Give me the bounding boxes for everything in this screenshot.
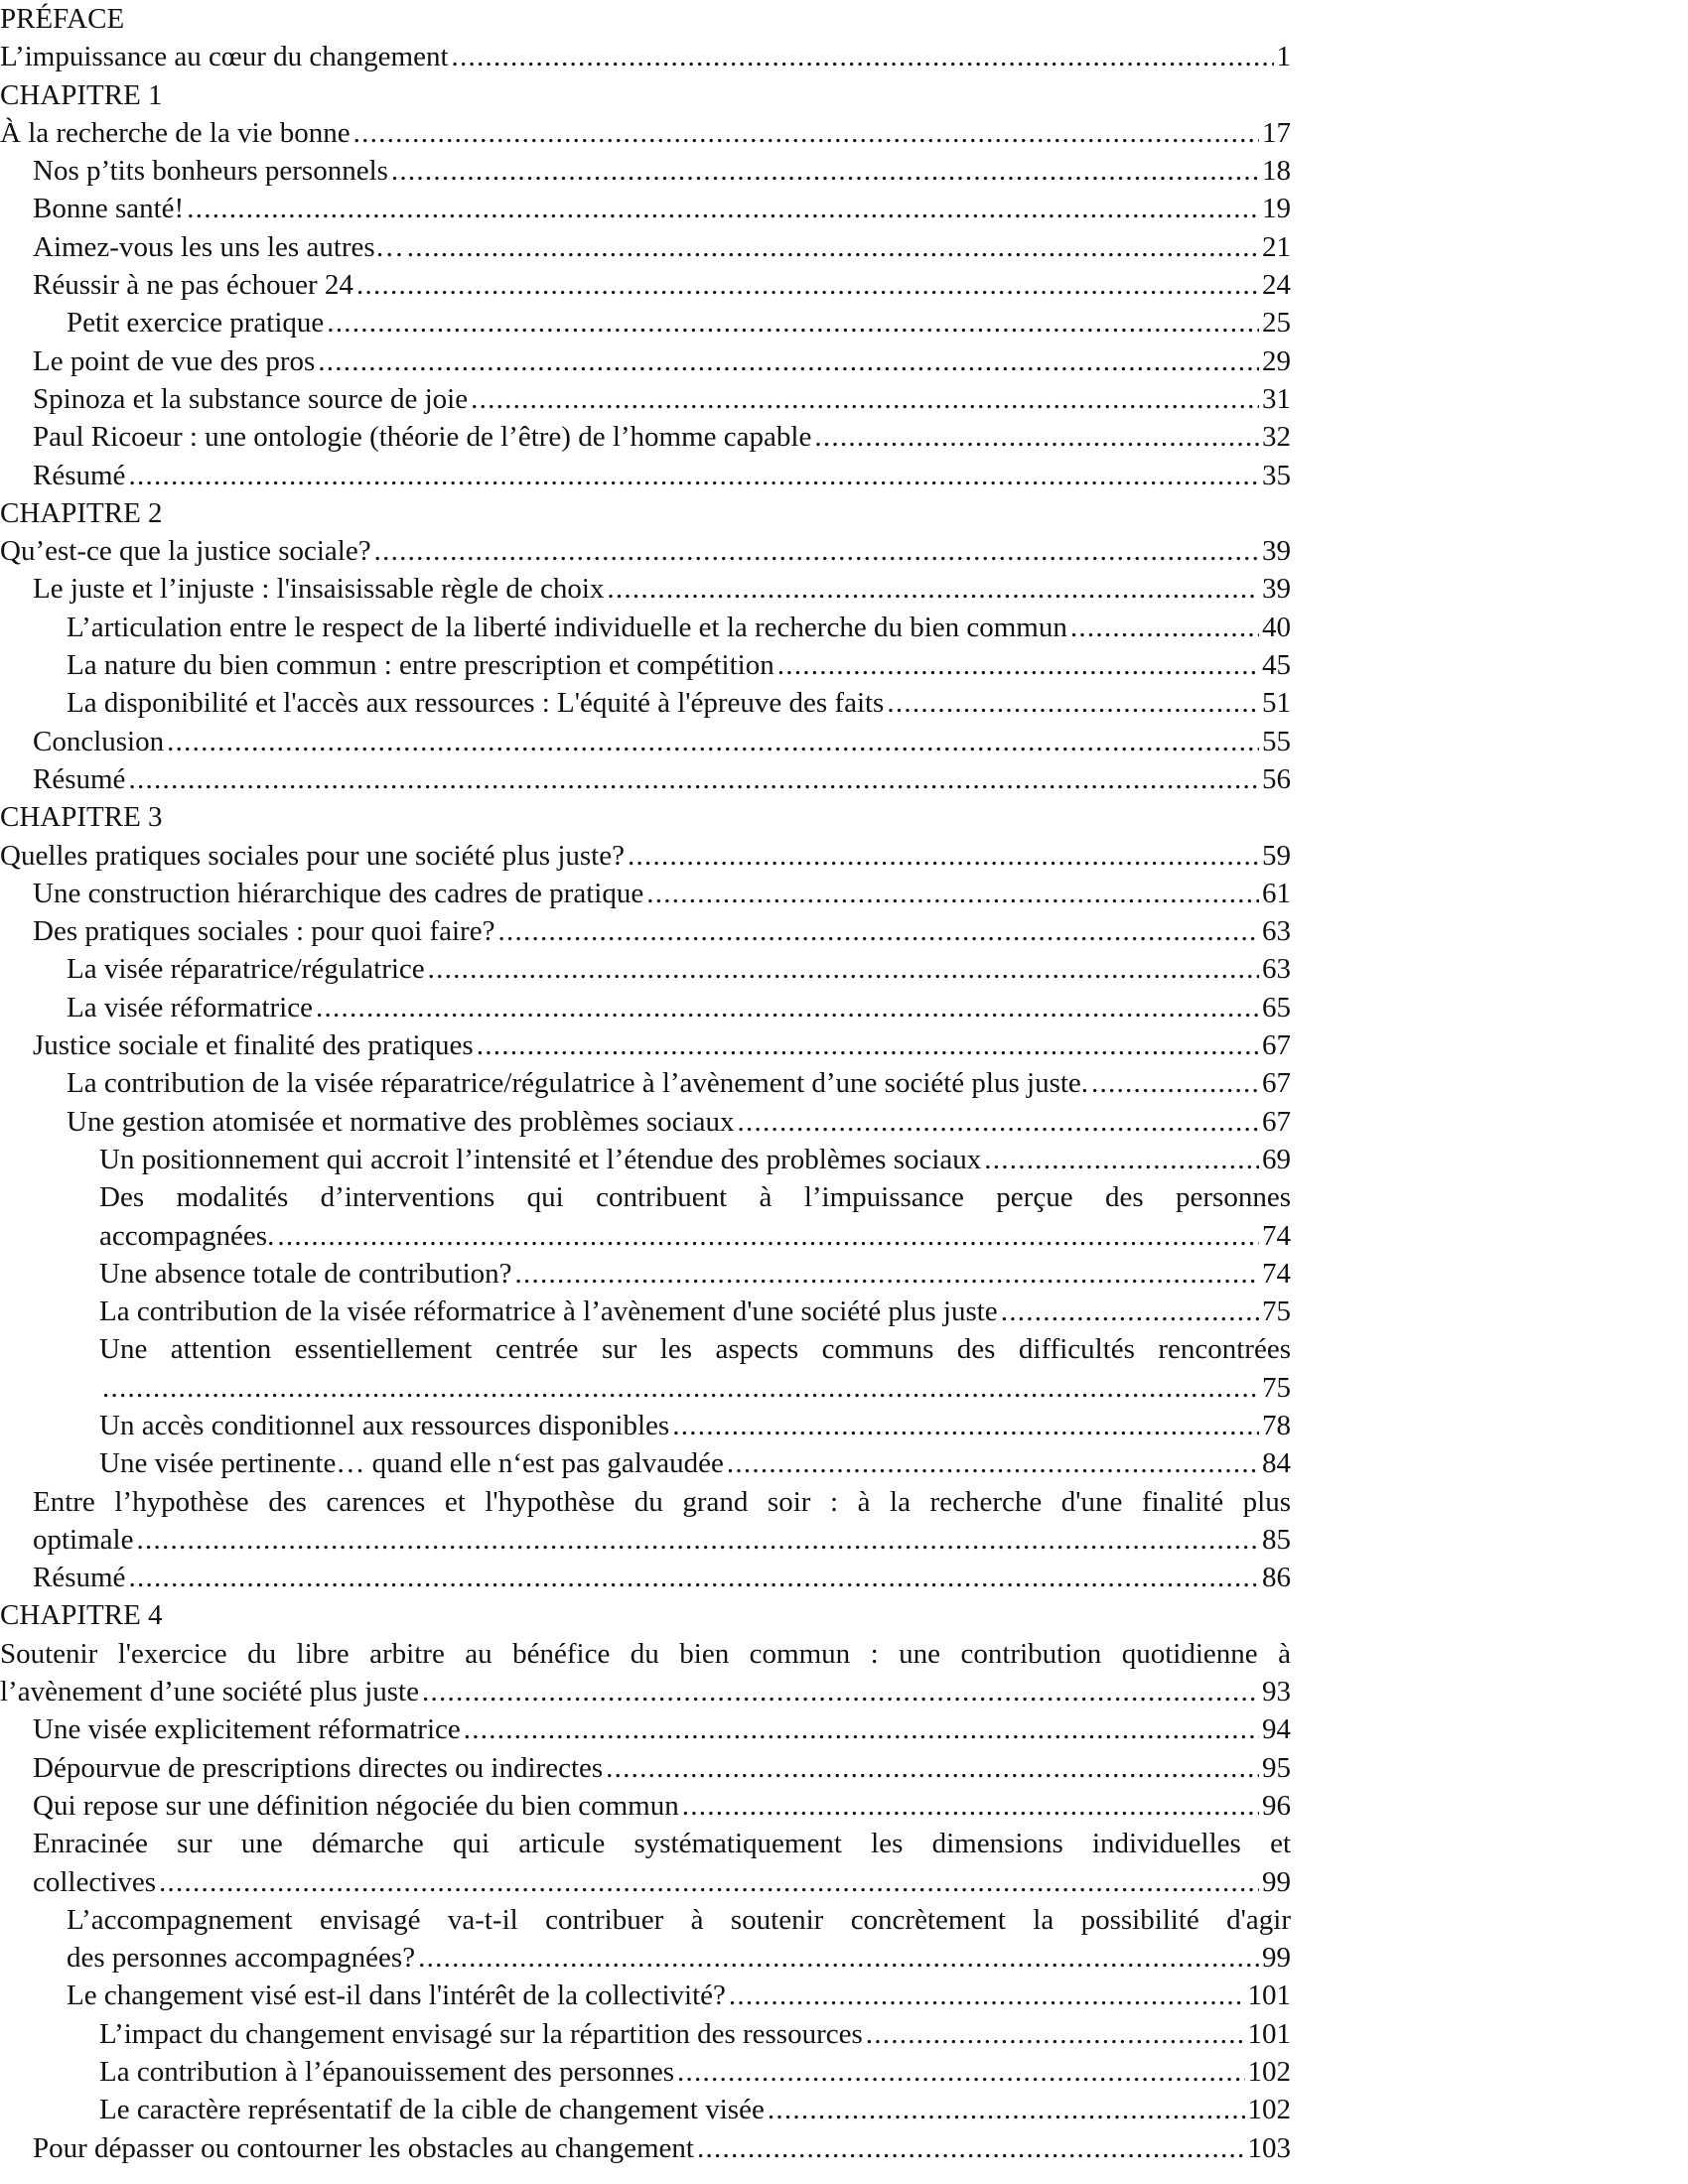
toc-entry	[0, 1863, 1291, 1901]
toc-entry	[0, 684, 1291, 722]
toc-entry	[0, 1141, 1291, 1178]
toc-entry	[0, 1330, 1291, 1368]
toc-entry-title: La nature du bien commun : entre prescription et compétition	[67, 649, 774, 682]
toc-entry-page-number: 67	[1262, 1105, 1291, 1138]
toc-entry-page-number: 45	[1262, 649, 1291, 682]
dot-leader	[515, 1255, 1259, 1293]
toc-entry-page-number: 78	[1262, 1409, 1291, 1441]
toc-entry-page-number: 32	[1262, 421, 1291, 454]
toc-entry	[0, 304, 1291, 341]
dot-leader	[374, 532, 1259, 570]
toc-entry	[0, 1255, 1291, 1293]
toc-entry	[0, 1710, 1291, 1748]
toc-entry	[0, 228, 1291, 266]
dot-leader	[984, 1141, 1259, 1178]
toc-entry	[0, 609, 1291, 646]
dot-leader	[102, 1369, 1259, 1407]
toc-entry-page-number: 31	[1262, 382, 1291, 415]
toc-entry-page-number: 18	[1262, 155, 1291, 188]
toc-entry-page-number: 35	[1262, 459, 1291, 491]
toc-entry-title: CHAPITRE 1	[0, 78, 163, 111]
dot-leader	[422, 1673, 1259, 1710]
toc-entry	[0, 950, 1291, 988]
toc-entry-page-number: 74	[1262, 1257, 1291, 1290]
toc-entry-title: Une visée explicitement réformatrice	[33, 1713, 461, 1746]
dot-leader	[887, 684, 1259, 722]
toc-entry-title: Un accès conditionnel aux ressources disponibles	[99, 1409, 670, 1441]
toc-entry-title: Aimez-vous les uns les autres…	[33, 230, 404, 263]
toc-entry-page-number: 101	[1247, 2017, 1291, 2050]
dot-leader	[646, 875, 1259, 912]
toc-entry-page-number: 63	[1262, 953, 1291, 986]
toc-entry-title: Qu’est-ce que la justice sociale?	[0, 535, 371, 568]
toc-entry-title: À la recherche de la vie bonne	[0, 116, 351, 149]
dot-leader	[777, 646, 1259, 684]
toc-entry	[0, 1749, 1291, 1787]
toc-entry-page-number: 61	[1262, 877, 1291, 909]
dot-leader	[607, 570, 1259, 608]
toc-entry-page-number: 65	[1262, 991, 1291, 1024]
toc-entry	[0, 570, 1291, 608]
dot-leader	[729, 1977, 1245, 2014]
toc-entry-title: Justice sociale et finalité des pratiques	[33, 1029, 474, 1062]
dot-leader	[136, 1521, 1259, 1559]
toc-entry	[0, 1596, 1291, 1634]
toc-entry-title: Qui repose sur une définition négociée du bien commun	[33, 1789, 679, 1822]
toc-entry-page-number: 99	[1262, 1942, 1291, 1975]
dot-leader	[353, 114, 1259, 152]
toc-entry-page-number: 19	[1262, 193, 1291, 225]
dot-leader	[128, 457, 1259, 494]
toc-entry-page-number: 84	[1262, 1447, 1291, 1480]
toc-entry	[0, 875, 1291, 912]
dot-leader	[1070, 609, 1259, 646]
dot-leader	[866, 2015, 1245, 2053]
dot-leader	[477, 1026, 1259, 1064]
toc-entry-title: Résumé	[33, 1562, 126, 1594]
toc-entry-title: Résumé	[33, 762, 126, 795]
toc-entry-title: Entre l’hypothèse des carences et l'hypothèse du grand soir : à la recherche d'une finalité plus	[33, 1485, 1291, 1518]
dot-leader	[628, 837, 1259, 875]
toc-entry-page-number: 1	[1276, 41, 1291, 73]
toc-entry-page-number: 96	[1262, 1789, 1291, 1822]
toc-entry-title: Petit exercice pratique	[67, 307, 325, 340]
dot-leader	[606, 1749, 1259, 1787]
toc-entry-title: Soutenir l'exercice du libre arbitre au bénéfice du bien commun : une contribution quotidienne à	[0, 1637, 1291, 1670]
toc-entry	[0, 2129, 1291, 2167]
toc-entry-page-number: 25	[1262, 307, 1291, 340]
toc-entry-page-number: 102	[1247, 2056, 1291, 2089]
toc-entry	[0, 723, 1291, 760]
toc-entry	[0, 798, 1291, 836]
toc-entry	[0, 1407, 1291, 1444]
toc-entry	[0, 1178, 1291, 1216]
dot-leader	[327, 304, 1259, 341]
dot-leader	[128, 760, 1259, 798]
toc-entry	[0, 837, 1291, 875]
toc-entry-page-number: 24	[1262, 269, 1291, 302]
toc-entry	[0, 1444, 1291, 1482]
toc-entry-title: Spinoza et la substance source de joie	[33, 382, 469, 415]
toc-entry	[0, 1825, 1291, 1862]
toc-entry	[0, 1483, 1291, 1521]
dot-leader	[737, 1103, 1259, 1141]
toc-entry	[0, 418, 1291, 456]
toc-entry	[0, 760, 1291, 798]
toc-entry	[0, 1787, 1291, 1825]
toc-entry-title: optimale	[33, 1523, 134, 1556]
toc-entry-title: La contribution de la visée réparatrice/régulatrice à l’avènement d’une société plus juste.	[67, 1067, 1089, 1100]
toc-entry	[0, 380, 1291, 418]
toc-entry-title: Des modalités d’interventions qui contribuent à l’impuissance perçue des personnes	[99, 1181, 1291, 1214]
dot-leader	[391, 152, 1259, 190]
toc-entry	[0, 989, 1291, 1026]
dot-leader	[187, 190, 1259, 227]
toc-entry-title: Une gestion atomisée et normative des problèmes sociaux	[67, 1105, 735, 1138]
toc-entry-title: Le point de vue des pros	[33, 344, 316, 377]
toc-entry-page-number: 56	[1262, 762, 1291, 795]
dot-leader	[497, 912, 1259, 950]
toc-entry-title: La visée réformatrice	[67, 991, 313, 1024]
toc-entry-title: La contribution de la visée réformatrice à l’avènement d'une société plus juste	[99, 1296, 998, 1328]
toc-entry	[0, 1939, 1291, 1977]
toc-entry-title: L’impact du changement envisagé sur la répartition des ressources	[99, 2017, 863, 2050]
toc-entry	[0, 1103, 1291, 1141]
toc-entry-title: Conclusion	[33, 725, 165, 757]
toc-entry	[0, 1217, 1291, 1255]
toc-entry	[0, 1026, 1291, 1064]
toc-entry-page-number: 21	[1262, 230, 1291, 263]
toc-entry	[0, 114, 1291, 152]
toc-entry-page-number: 39	[1262, 573, 1291, 606]
toc-entry-page-number: 93	[1262, 1676, 1291, 1708]
toc-entry-page-number: 51	[1262, 687, 1291, 720]
toc-entry-title: Des pratiques sociales : pour quoi faire?	[33, 915, 495, 948]
dot-leader	[1091, 1064, 1259, 1102]
toc-entry-title: Une attention essentiellement centrée sur les aspects communs des difficultés rencontrées	[99, 1333, 1291, 1366]
toc-entry	[0, 1673, 1291, 1710]
toc-entry-title: l’avènement d’une société plus juste	[0, 1676, 419, 1708]
toc-entry-page-number: 29	[1262, 344, 1291, 377]
toc-entry	[0, 38, 1291, 75]
toc-entry-page-number: 103	[1247, 2131, 1291, 2164]
toc-entry	[0, 1064, 1291, 1102]
toc-entry-title: Réussir à ne pas échouer 24	[33, 269, 353, 302]
toc-entry-title: Le juste et l’injuste : l'insaisissable règle de choix	[33, 573, 605, 606]
toc-entry	[0, 494, 1291, 532]
toc-entry-title: Quelles pratiques sociales pour une société plus juste?	[0, 839, 625, 872]
dot-leader	[814, 418, 1259, 456]
dot-leader	[672, 1407, 1259, 1444]
toc-entry-page-number: 85	[1262, 1523, 1291, 1556]
dot-leader	[316, 989, 1259, 1026]
toc-entry	[0, 457, 1291, 494]
toc-entry-title: Un positionnement qui accroit l’intensité et l’étendue des problèmes sociaux	[99, 1143, 982, 1175]
toc-entry	[0, 1369, 1291, 1407]
toc-entry-title: CHAPITRE 2	[0, 496, 163, 529]
dot-leader	[407, 228, 1259, 266]
toc-entry-page-number: 67	[1262, 1029, 1291, 1062]
toc-entry-title: CHAPITRE 3	[0, 801, 163, 834]
toc-entry	[0, 76, 1291, 114]
toc-entry	[0, 190, 1291, 227]
toc-entry-title: Bonne santé!	[33, 193, 185, 225]
toc-entry-page-number: 59	[1262, 839, 1291, 872]
toc-entry	[0, 1977, 1291, 2014]
toc-entry-title: accompagnées.	[99, 1219, 275, 1252]
dot-leader	[677, 2053, 1244, 2091]
toc-entry-title: Une construction hiérarchique des cadres de pratique	[33, 877, 644, 909]
toc-entry-title: Paul Ricoeur : une ontologie (théorie de l’être) de l’homme capable	[33, 421, 812, 454]
toc-entry-page-number: 67	[1262, 1067, 1291, 1100]
dot-leader	[159, 1863, 1259, 1901]
toc-entry-title: Une visée pertinente… quand elle n‘est pas galvaudée	[99, 1447, 724, 1480]
toc-entry-page-number: 39	[1262, 535, 1291, 568]
toc-entry-page-number: 69	[1262, 1143, 1291, 1175]
dot-leader	[356, 266, 1259, 304]
toc-entry	[0, 1559, 1291, 1596]
toc-entry	[0, 2015, 1291, 2053]
toc-entry	[0, 912, 1291, 950]
toc-entry-page-number: 94	[1262, 1713, 1291, 1746]
toc-entry-page-number: 55	[1262, 725, 1291, 757]
toc-entry	[0, 1635, 1291, 1673]
dot-leader	[768, 2091, 1245, 2128]
toc-entry-title: La disponibilité et l'accès aux ressources : L'équité à l'épreuve des faits	[67, 687, 885, 720]
toc-entry-title: CHAPITRE 4	[0, 1599, 163, 1632]
dot-leader	[167, 723, 1259, 760]
toc-entry-title: collectives	[33, 1865, 157, 1898]
toc-entry	[0, 1293, 1291, 1330]
toc-entry-page-number: 86	[1262, 1562, 1291, 1594]
toc-entry	[0, 532, 1291, 570]
toc-entry-title: Le caractère représentatif de la cible de changement visée	[99, 2094, 765, 2126]
toc-entry-title: Nos p’tits bonheurs personnels	[33, 155, 388, 188]
dot-leader	[727, 1444, 1259, 1482]
toc-entry-title: La visée réparatrice/régulatrice	[67, 953, 425, 986]
toc-entry-page-number: 99	[1262, 1865, 1291, 1898]
toc-entry-title: L’articulation entre le respect de la liberté individuelle et la recherche du bien commun	[67, 611, 1067, 643]
dot-leader	[452, 38, 1274, 75]
toc-entry	[0, 1521, 1291, 1559]
toc-entry	[0, 1901, 1291, 1939]
dot-leader	[682, 1787, 1259, 1825]
dot-leader	[318, 342, 1259, 380]
toc-entry-title: des personnes accompagnées?	[67, 1942, 416, 1975]
toc-entry	[0, 2091, 1291, 2128]
toc-entry	[0, 342, 1291, 380]
toc-entry	[0, 0, 1291, 38]
toc-entry-page-number: 102	[1247, 2094, 1291, 2126]
toc-entry-title: Enracinée sur une démarche qui articule systématiquement les dimensions individuelles et	[33, 1828, 1291, 1860]
dot-leader	[1001, 1293, 1259, 1330]
toc-entry-page-number: 74	[1262, 1219, 1291, 1252]
toc-entry-page-number: 75	[1262, 1296, 1291, 1328]
toc-entry-title: La contribution à l’épanouissement des personnes	[99, 2056, 675, 2089]
toc-entry	[0, 646, 1291, 684]
toc-entry-title: L’accompagnement envisagé va-t-il contribuer à soutenir concrètement la possibilité d'agir	[67, 1903, 1291, 1936]
toc-entry-page-number: 75	[1262, 1371, 1291, 1404]
toc-entry-title: PRÉFACE	[0, 3, 125, 35]
dot-leader	[697, 2129, 1245, 2167]
toc-entry	[0, 152, 1291, 190]
toc-entry-title: L’impuissance au cœur du changement	[0, 41, 449, 73]
toc-entry-title: Pour dépasser ou contourner les obstacles au changement	[33, 2131, 694, 2164]
dot-leader	[418, 1939, 1259, 1977]
toc-entry-title: Une absence totale de contribution?	[99, 1257, 512, 1290]
toc-entry-page-number: 95	[1262, 1751, 1291, 1784]
toc-entry-page-number: 101	[1247, 1979, 1291, 2012]
dot-leader	[464, 1710, 1259, 1748]
toc-entry-page-number: 17	[1262, 116, 1291, 149]
toc-entry-page-number: 40	[1262, 611, 1291, 643]
toc-entry	[0, 266, 1291, 304]
dot-leader	[277, 1217, 1259, 1255]
dot-leader	[471, 380, 1259, 418]
toc-entry	[0, 2053, 1291, 2091]
toc-entry-title: Le changement visé est-il dans l'intérêt de la collectivité?	[67, 1979, 726, 2012]
toc-entry-title: Dépourvue de prescriptions directes ou indirectes	[33, 1751, 604, 1784]
dot-leader	[128, 1559, 1259, 1596]
dot-leader	[428, 950, 1259, 988]
toc-entry-page-number: 63	[1262, 915, 1291, 948]
toc-entry-title: Résumé	[33, 459, 126, 491]
